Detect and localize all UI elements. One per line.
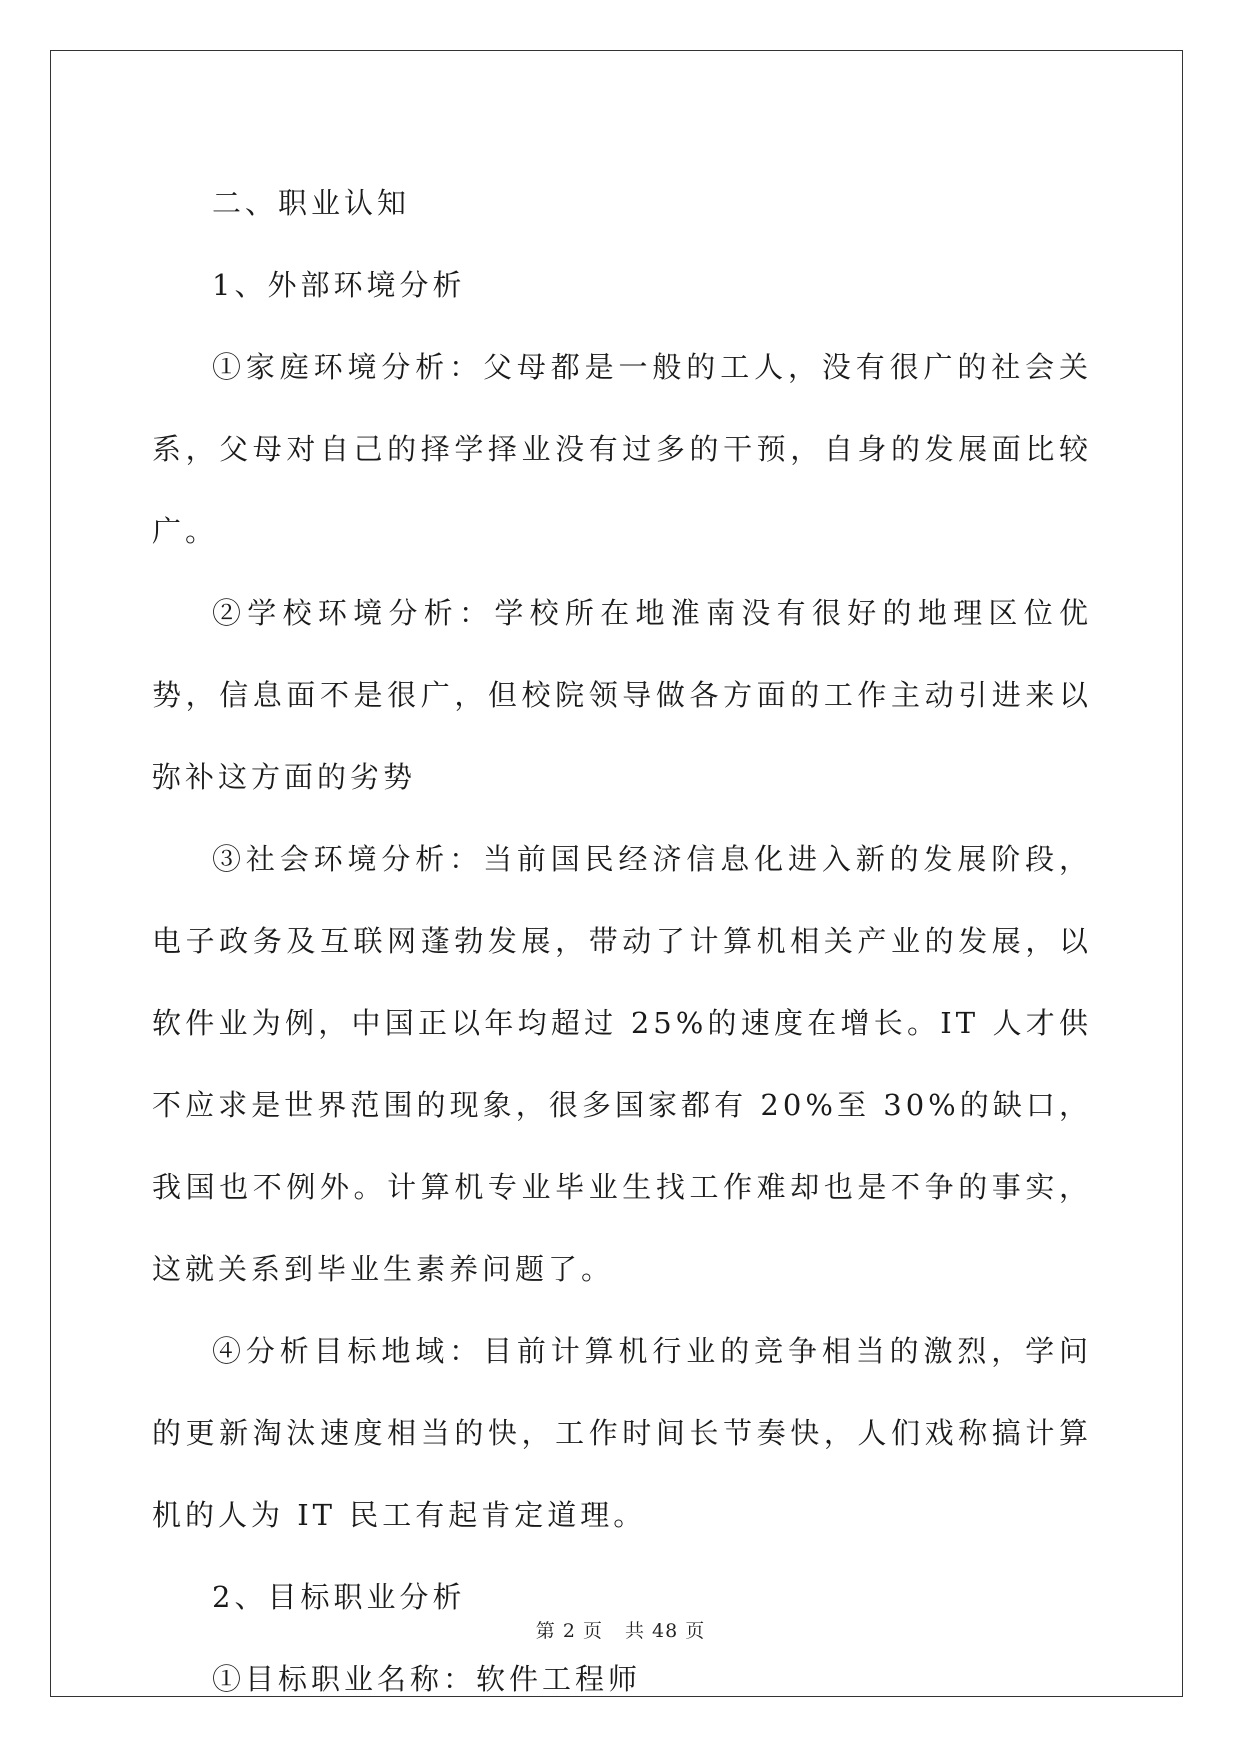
subsection-heading: 2、目标职业分析: [212, 1580, 466, 1614]
page-number: 第 2 页: [535, 1620, 603, 1642]
paragraph-family-analysis: ①家庭环境分析：父母都是一般的工人，没有很广的社会关系，父母对自己的择学择业没有过多的干预，自身的发展面比较广。: [152, 350, 1092, 548]
page-total: 共 48 页: [624, 1620, 706, 1642]
subsection-heading: 1、外部环境分析: [212, 268, 466, 302]
section-heading: 二、职业认知: [212, 186, 411, 220]
paragraph-target-job-name: ①目标职业名称：软件工程师: [212, 1662, 642, 1696]
page-footer: [0, 1616, 1241, 1643]
paragraph-society-analysis: ③社会环境分析：当前国民经济信息化进入新的发展阶段，电子政务及互联网蓬勃发展，带动了计算机相关产业的发展，以软件业为例，中国正以年均超过 25%的速度在增长。IT 人才供不应求是世界范围的现象，很多国家都有 20%至 30%的缺口，我国也不例外。计算机专业毕业生找工作难却也是不争的事实，这就关系到毕业生素养问题了。: [152, 842, 1092, 1286]
paragraph-school-analysis: ②学校环境分析：学校所在地淮南没有很好的地理区位优势，信息面不是很广，但校院领导做各方面的工作主动引进来以弥补这方面的劣势: [152, 596, 1092, 794]
paragraph-target-region: ④分析目标地域：目前计算机行业的竞争相当的激烈，学问的更新淘汰速度相当的快，工作时间长节奏快，人们戏称搞计算机的人为 IT 民工有起肯定道理。: [152, 1334, 1092, 1532]
document-body: [152, 162, 1092, 1720]
